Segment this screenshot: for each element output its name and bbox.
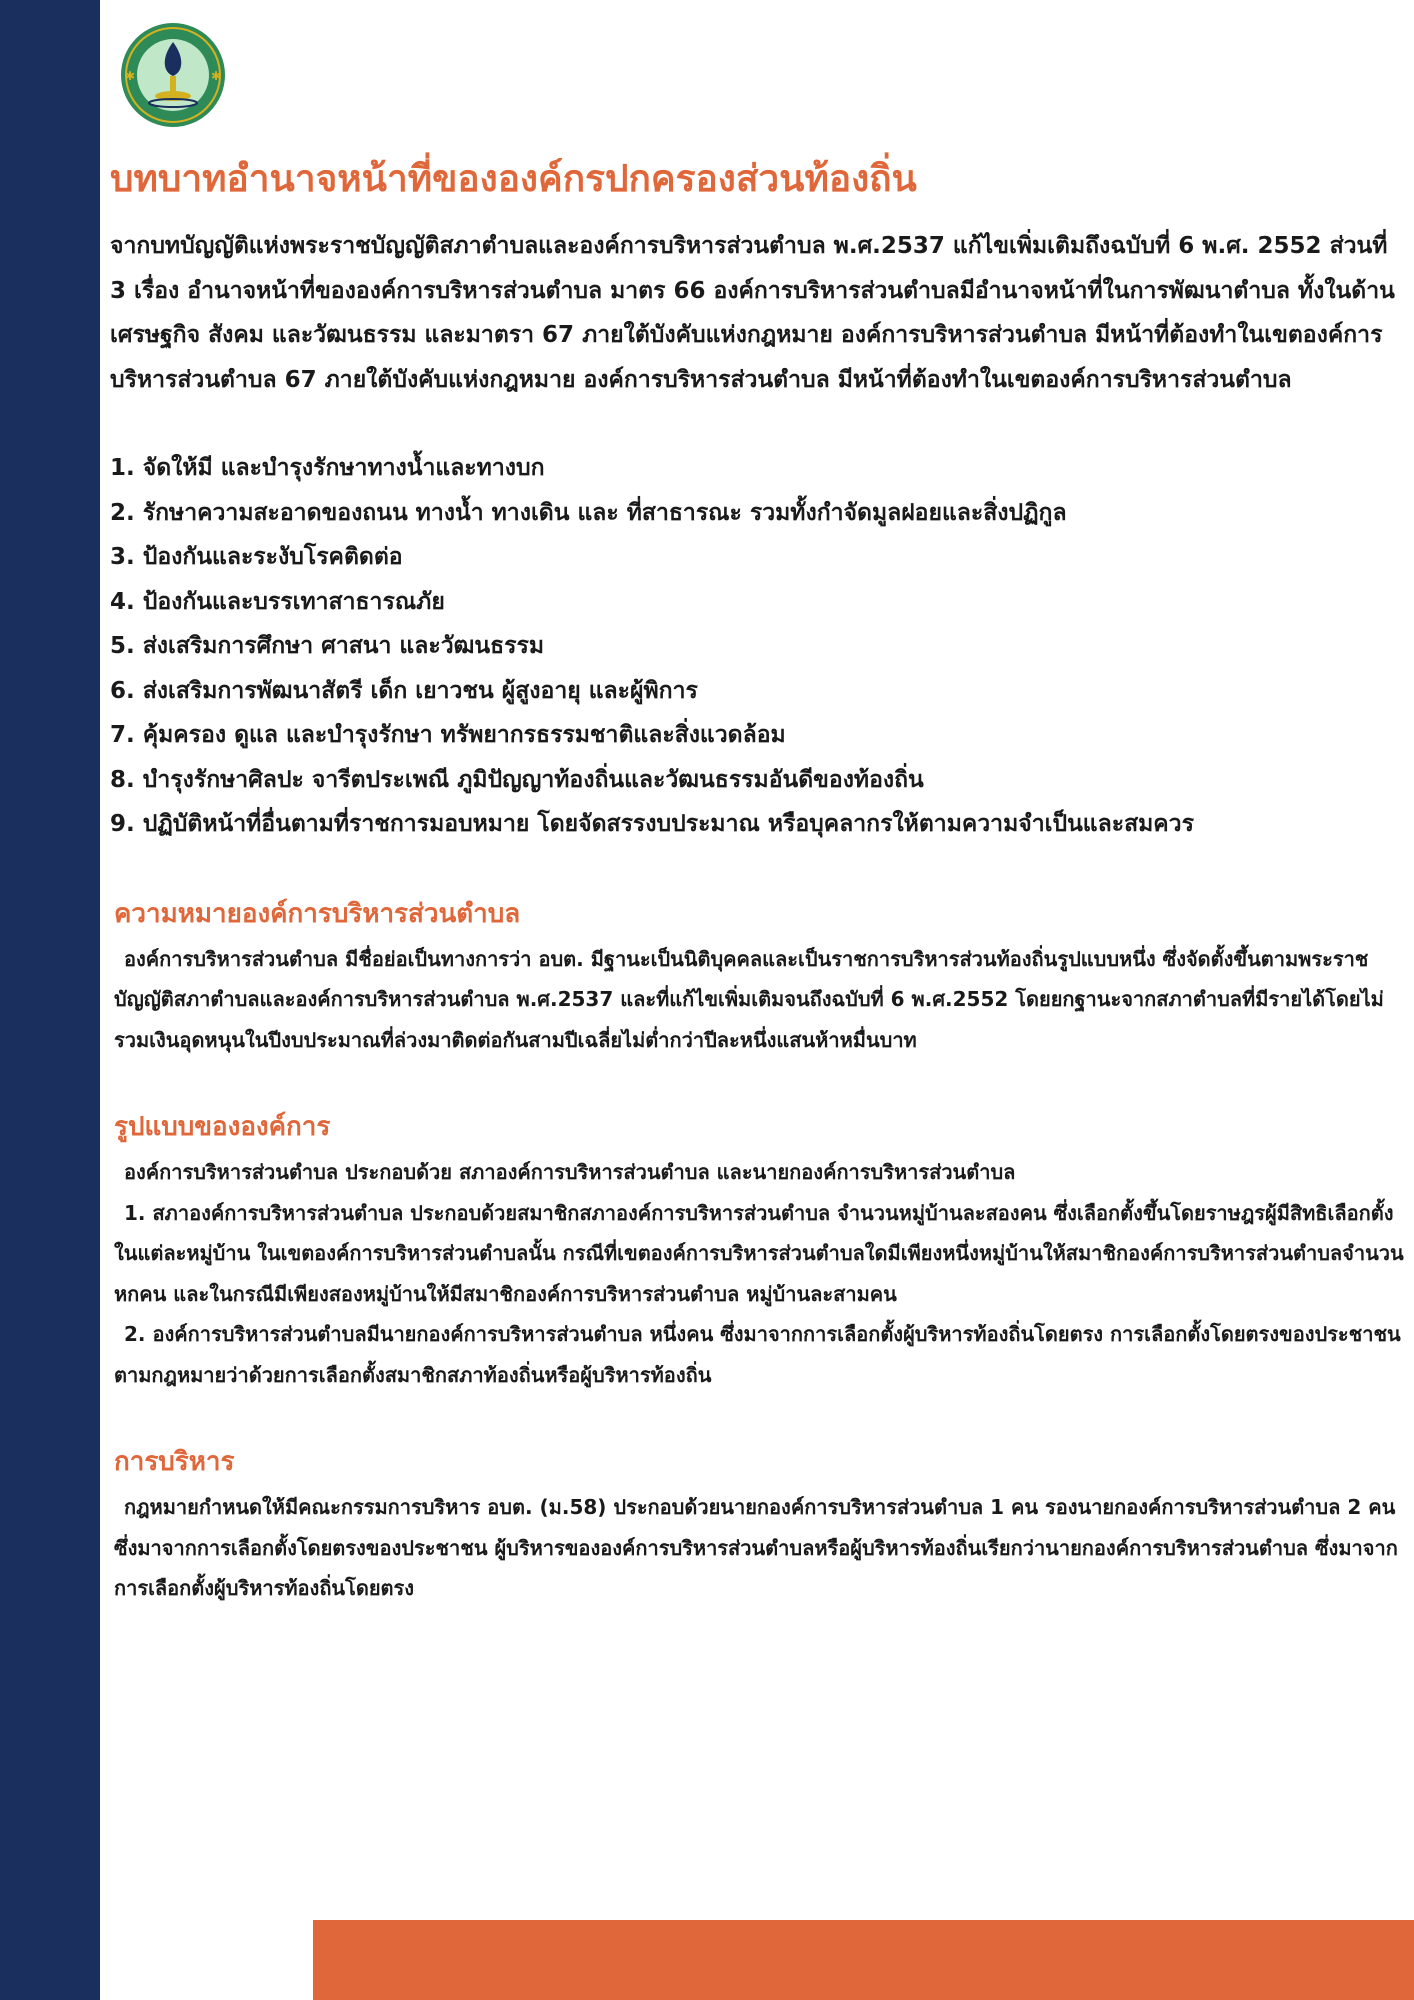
structure-item-2: 2. องค์การบริหารส่วนตำบลมีนายกองค์การบริหารส่วนตำบล หนึ่งคน ซึ่งมาจากการเลือกตั้งผู้บริหารท้องถิ่นโดยตรง การเลือกตั้งโดยตรงของประชาชนตามกฎหมายว่าด้วยการเลือกตั้งสมาชิกสภาท้องถิ่นหรือผู้บริหารท้องถิ่น bbox=[114, 1322, 1401, 1387]
duty-item-8: 8. บำรุงรักษาศิลปะ จารีตประเพณี ภูมิปัญญาท้องถิ่นและวัฒนธรรมอันดีของท้องถิ่น bbox=[110, 766, 924, 793]
bottom-accent-bar bbox=[313, 1920, 1414, 2000]
duty-item-9: 9. ปฏิบัติหน้าที่อื่นตามที่ราชการมอบหมาย โดยจัดสรรงบประมาณ หรือบุคลากรให้ตามความจำเป็นและสมควร bbox=[110, 811, 1194, 837]
page-content bbox=[110, 150, 1410, 1609]
administration-heading: การบริหาร bbox=[114, 1447, 235, 1477]
svg-text:✱: ✱ bbox=[125, 69, 136, 83]
duty-item-7: 7. คุ้มครอง ดูแล และบำรุงรักษา ทรัพยากรธรรมชาติและสิ่งแวดล้อม bbox=[110, 722, 786, 748]
organization-seal-icon bbox=[113, 20, 233, 130]
structure-section bbox=[110, 1102, 1410, 1395]
structure-heading: รูปแบบขององค์การ bbox=[114, 1112, 331, 1142]
structure-lead: องค์การบริหารส่วนตำบล ประกอบด้วย สภาองค์การบริหารส่วนตำบล และนายกองค์การบริหารส่วนตำบล bbox=[124, 1160, 1016, 1184]
duty-item-2: 2. รักษาความสะอาดของถนน ทางน้ำ ทางเดิน และ ที่สาธารณะ รวมทั้งกำจัดมูลฝอยและสิ่งปฏิกูล bbox=[110, 499, 1067, 526]
meaning-section bbox=[110, 889, 1410, 1061]
svg-text:✱: ✱ bbox=[211, 69, 222, 83]
duty-item-1: 1. จัดให้มี และบำรุงรักษาทางน้ำและทางบก bbox=[110, 455, 545, 481]
administration-section bbox=[110, 1437, 1410, 1609]
duty-item-6: 6. ส่งเสริมการพัฒนาสัตรี เด็ก เยาวชน ผู้สูงอายุ และผู้พิการ bbox=[110, 677, 698, 704]
duty-item-4: 4. ป้องกันและบรรเทาสาธารณภัย bbox=[110, 588, 445, 615]
page-title: บทบาทอำนาจหน้าที่ขององค์กรปกครองส่วนท้องถิ่น bbox=[110, 157, 917, 200]
structure-item-1: 1. สภาองค์การบริหารส่วนตำบล ประกอบด้วยสมาชิกสภาองค์การบริหารส่วนตำบล จำนวนหมู่บ้านละสองคน ซึ่งเลือกตั้งขึ้นโดยราษฎรผู้มีสิทธิเลือกตั้งในแต่ละหมู่บ้าน ในเขตองค์การบริหารส่วนตำบลนั้น กรณีที่เขตองค์การบริหารส่วนตำบลใดมีเพียงหนึ่งหมู่บ้านให้สมาชิกองค์การบริหารส่วนตำบลจำนวนหกคน และในกรณีมีเพียงสองหมู่บ้านให้มีสมาชิกองค์การบริหารส่วนตำบล หมู่บ้านละสามคน bbox=[114, 1200, 1404, 1306]
meaning-paragraph: องค์การบริหารส่วนตำบล มีชื่อย่อเป็นทางการว่า อบต. มีฐานะเป็นนิติบุคคลและเป็นราชการบริหารส่วนท้องถิ่นรูปแบบหนึ่ง ซึ่งจัดตั้งขึ้นตามพระราชบัญญัติสภาตำบลและองค์การบริหารส่วนตำบล พ.ศ.2537 และที่แก้ไขเพิ่มเติมจนถึงฉบับที่ 6 พ.ศ.2552 โดยยกฐานะจากสภาตำบลที่มีรายได้โดยไม่รวมเงินอุดหนุนในปีงบประมาณที่ล่วงมาติดต่อกันสามปีเฉลี่ยไม่ต่ำกว่าปีละหนึ่งแสนห้าหมื่นบาท bbox=[114, 946, 1384, 1052]
left-navy-bar bbox=[0, 0, 100, 2000]
meaning-heading: ความหมายองค์การบริหารส่วนตำบล bbox=[114, 898, 521, 929]
intro-paragraph: จากบทบัญญัติแห่งพระราชบัญญัติสภาตำบลและองค์การบริหารส่วนตำบล พ.ศ.2537 แก้ไขเพิ่มเติมถึงฉบับที่ 6 พ.ศ. 2552 ส่วนที่ 3 เรื่อง อำนาจหน้าที่ขององค์การบริหารส่วนตำบล มาตร 66 องค์การบริหารส่วนตำบลมีอำนาจหน้าที่ในการพัฒนาตำบล ทั้งในด้านเศรษฐกิจ สังคม และวัฒนธรรม และมาตรา 67 ภายใต้บังคับแห่งกฎหมาย องค์การบริหารส่วนตำบล มีหน้าที่ต้องทำในเขตองค์การบริหารส่วนตำบล 67 ภายใต้บังคับแห่งกฎหมาย องค์การบริหารส่วนตำบล มีหน้าที่ต้องทำในเขตองค์การบริหารส่วนตำบล bbox=[110, 233, 1395, 393]
duty-item-5: 5. ส่งเสริมการศึกษา ศาสนา และวัฒนธรรม bbox=[110, 633, 545, 659]
administration-paragraph: กฎหมายกำหนดให้มีคณะกรรมการบริหาร อบต. (ม.58) ประกอบด้วยนายกองค์การบริหารส่วนตำบล 1 คน รองนายกองค์การบริหารส่วนตำบล 2 คน ซึ่งมาจากการเลือกตั้งโดยตรงของประชาชน ผู้บริหารขององค์การบริหารส่วนตำบลหรือผู้บริหารท้องถิ่นเรียกว่านายกองค์การบริหารส่วนตำบล ซึ่งมาจากการเลือกตั้งผู้บริหารท้องถิ่นโดยตรง bbox=[114, 1495, 1398, 1600]
duty-list bbox=[110, 446, 1410, 847]
duty-item-3: 3. ป้องกันและระงับโรคติดต่อ bbox=[110, 544, 403, 570]
